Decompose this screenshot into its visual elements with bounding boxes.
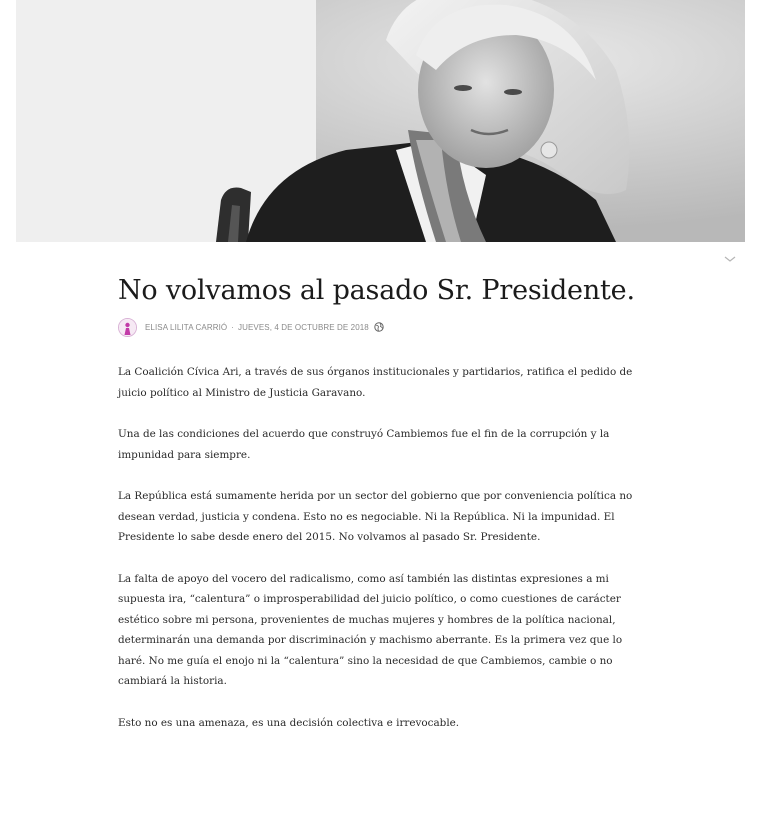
article-body	[118, 362, 650, 733]
article-title: No volvamos al pasado Sr. Presidente.	[118, 275, 635, 306]
paragraph: Esto no es una amenaza, es una decisión colectiva e irrevocable.	[118, 716, 460, 729]
article	[118, 270, 650, 754]
hero-image	[16, 0, 745, 242]
portrait-photo	[16, 0, 745, 242]
paragraph: La República está sumamente herida por un sector del gobierno que por conveniencia política no desean verdad, justicia y condena. Esto no es negociable. Ni la República. Ni la impunidad. El Presidente lo sabe desde enero del 2015. No volvamos al pasado Sr. Presidente.	[118, 490, 633, 543]
globe-icon	[374, 322, 384, 332]
publish-date[interactable]: JUEVES, 4 DE OCTUBRE DE 2018	[238, 322, 369, 332]
article-meta	[118, 318, 650, 336]
avatar-icon	[119, 319, 136, 336]
meta-separator: ·	[231, 322, 234, 332]
author-name[interactable]: ELISA LILITA CARRIÓ	[145, 322, 228, 332]
paragraph: La falta de apoyo del vocero del radicalismo, como así también las distintas expresiones a mi supuesta ira, “calentura” o improsperabilidad del juicio político, o como cuestiones de carácter estético sobre mi persona, provenientes de muchas mujeres y hombres de la política nacional, determinarán una demanda por discriminación y machismo aberrante. Es la primera vez que lo haré. No me guía el enojo ni la “calentura” sino la necesidad de que Cambiemos, cambie o no cambiará la historia.	[118, 572, 623, 687]
paragraph: La Coalición Cívica Ari, a través de sus órganos institucionales y partidarios, ratifica el pedido de juicio político al Ministro de Justicia Garavano.	[118, 366, 633, 399]
author-avatar[interactable]	[118, 318, 137, 337]
paragraph: Una de las condiciones del acuerdo que construyó Cambiemos fue el fin de la corrupción y la impunidad para siempre.	[118, 428, 610, 461]
chevron-down-icon[interactable]	[723, 254, 737, 264]
